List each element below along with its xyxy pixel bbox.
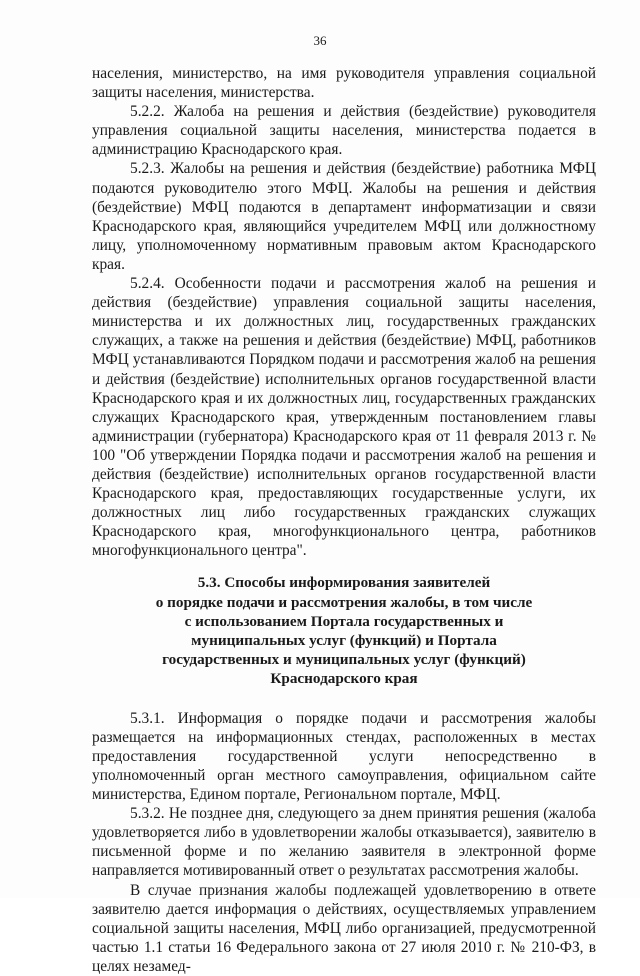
heading-line: государственных и муниципальных услуг (функций) bbox=[162, 651, 526, 669]
heading-line: о порядке подачи и рассмотрения жалобы, в том числе bbox=[155, 593, 533, 611]
section-heading-5-3 bbox=[92, 573, 596, 688]
heading-line: с использованием Портала государственных и bbox=[184, 612, 504, 630]
heading-line: Краснодарского края bbox=[270, 670, 418, 688]
heading-line: 5.3. Способы информирования заявителей bbox=[197, 574, 491, 592]
paragraph-5-2-3: 5.2.3. Жалобы на решения и действия (бездействие) работника МФЦ подаются руководителю этого МФЦ. Жалобы на решения и действия (бездействие) МФЦ подаются в департамент информатизации и связи Краснодарского края, являющийся учредителем МФЦ или должностному лицу, уполномоченному нормативным правовым актом Краснодарского края. bbox=[92, 160, 596, 273]
paragraph-5-2-2: 5.2.2. Жалоба на решения и действия (бездействие) руководителя управления социальной защиты населения, министерства подается в администрацию Краснодарского края. bbox=[92, 103, 596, 159]
heading-line: муниципальных услуг (функций) и Портала bbox=[191, 632, 497, 650]
paragraph-5-2-4: 5.2.4. Особенности подачи и рассмотрения жалоб на решения и действия (бездействие) управления социальной защиты населения, министерства и их должностных лиц, государственных гражданских служащих, а также на решения и действия (бездействие) МФЦ, работников МФЦ устанавливаются Порядком подачи и рассмотрения жалоб на решения и действия (бездействие) исполнительных органов государственной власти Краснодарского края и их должностных лиц, государственных гражданских служащих Краснодарского края, утвержденным постановлением главы администрации (губернатора) Краснодарского края от 11 февраля 2013 г. № 100 "Об утверждении Порядка подачи и рассмотрения жалоб на решения и действия (бездействие) исполнительных органов государственной власти Краснодарского края, предоставляющих государственные услуги, их должностных лиц либо государственных гражданских служащих Краснодарского края, многофункционального центра, работников многофункционального центра". bbox=[92, 275, 596, 560]
paragraph-satisfied-case: В случае признания жалобы подлежащей удовлетворению в ответе заявителю дается информация о действиях, осуществляемых управлением социальной защиты населения, МФЦ либо организацией, предусмотренной частью 1.1 статьи 16 Федерального закона от 27 июля 2010 г. № 210-ФЗ, в целях незамед- bbox=[92, 881, 596, 975]
page-number: 36 bbox=[313, 33, 327, 48]
paragraph-5-3-2: 5.3.2. Не позднее дня, следующего за днем принятия решения (жалоба удовлетворяется либо в удовлетворении жалобы отказывается), заявителю в письменной форме и по желанию заявителя в электронной форме направляется мотивированный ответ о результатах рассмотрения жалобы. bbox=[92, 805, 596, 880]
document-body bbox=[92, 64, 596, 976]
paragraph-continuation: населения, министерство, на имя руководителя управления социальной защиты населения, министерства. bbox=[92, 65, 596, 102]
paragraph-5-3-1: 5.3.1. Информация о порядке подачи и рассмотрения жалобы размещается на информационных стендах, расположенных в местах предоставления государственной услуги непосредственно в уполномоченный орган местного самоуправления, официальном сайте министерства, Едином портале, Региональном портале, МФЦ. bbox=[92, 709, 596, 804]
